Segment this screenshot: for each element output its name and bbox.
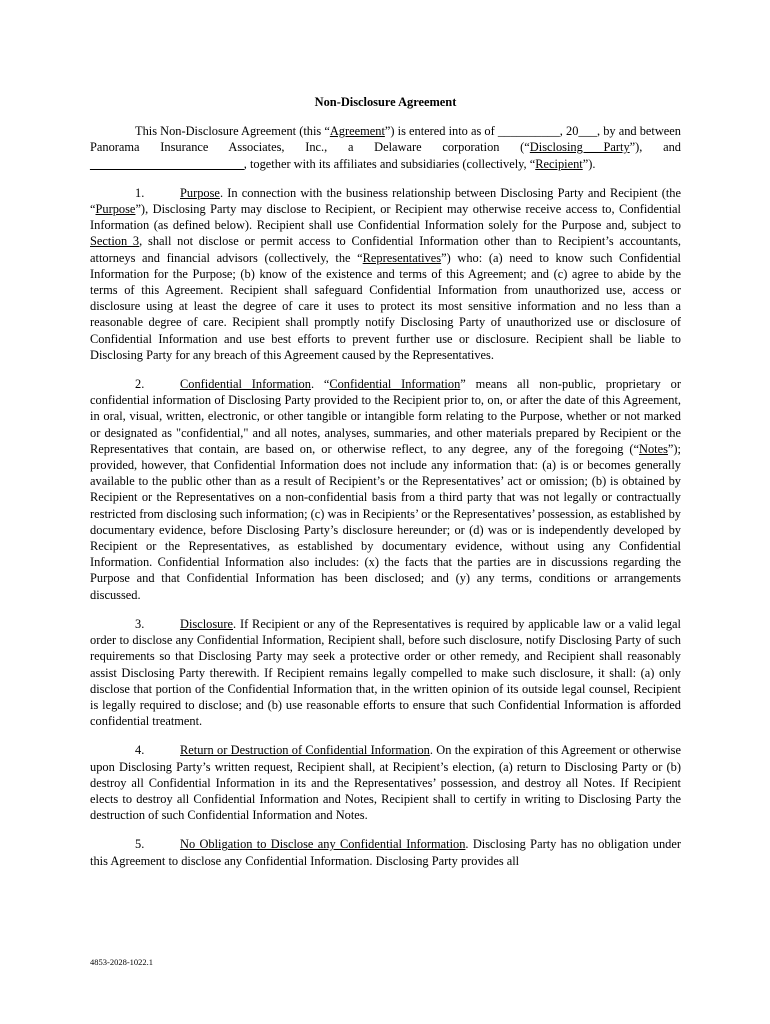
section-text: ” means all non-public, proprietary or confidential information of Disclosing Party provided to the Recipient prior to, on, or after the date of this Agreement, in oral, visual, written, electronic, or other tangible or intangible form relating to the Purpose, whether or not marked or designated as "confidential," and all notes, analyses, summaries, and other materials prepared by Recipient or the Representatives that contain, are based on, or otherwise reflect, to any degree, any of the foregoing (“ — [90, 377, 681, 456]
intro-text-1: This Non-Disclosure Agreement (this “ — [135, 124, 330, 139]
section-text: ”); provided, however, that Confidential Information does not include any information that: (a) is or becomes generally available to the public other than as a result of Recipient’s or the Representatives’ act or omission; (b) is obtained by Recipient or the Representatives on a non-confidential basis from a third party that was not legally or contractually restricted from disclosing such information; (c) was in Recipients’ or the Representatives’ possession, as established by documentary evidence, before Disclosing Party’s disclosure hereunder; or (d) was or is independently developed by Recipient or the Representatives, as established by documentary evidence, without using any Confidential Information. Confidential Information also includes: (x) the facts that the parties are in discussions regarding the Purpose and that Confidential Information has been disclosed; and (y) any terms, conditions or arrangements discussed. — [90, 441, 681, 602]
defined-term-confidential-information: Confidential Information — [329, 377, 461, 392]
recipient-name-blank: ___________________________ — [90, 156, 244, 171]
section-number: 2. — [135, 377, 145, 392]
defined-term-agreement: Agreement — [329, 124, 385, 139]
section-number: 3. — [135, 616, 145, 631]
defined-term-purpose: Purpose — [95, 202, 136, 217]
section-4-return-or-destruction — [90, 742, 681, 823]
section-number: 5. — [135, 837, 145, 852]
section-text: ”) who: (a) need to know such Confidential Information for the Purpose; (b) know of the existence and terms of this Agreement; and (c) agree to abide by the terms of this Agreement. Recipient shall safeguard Confidential Information from unauthorized use, access or disclosure using at least the degree of care it uses to protect its most sensitive information and no less than a reasonable degree of care. Recipient shall promptly notify Disclosing Party of unauthorized use or disclosure of Confidential Information and use best efforts to prevent further use or disclosure. Recipient shall be liable to Disclosing Party for any breach of this Agreement caused by the Representatives. — [90, 250, 682, 362]
section-text: . In connection with the business relationship between Disclosing Party and Recipient (the “ — [90, 185, 681, 217]
section-text: . If Recipient or any of the Representatives is required by applicable law or a valid legal order to disclose any Confidential Information, Recipient shall, before such disclosure, notify Disclosing Party of such requirements so that Disclosing Party may seek a protective order or other remedy, and Recipient shall reasonably assist Disclosing Party therewith. If Recipient remains legally compelled to make such disclosure, it shall: (a) only disclose that portion of the Confidential Information that, in the written opinion of its outside legal counsel, Recipient is legally required to disclose; and (b) use reasonable efforts to ensure that such Confidential Information is afforded confidential treatment. — [90, 616, 681, 729]
section-reference: Section 3 — [90, 234, 140, 249]
defined-term-disclosing-party: Disclosing Party — [529, 140, 630, 155]
section-text: . Disclosing Party has no obligation under this Agreement to disclose any Confidential Information. Disclosing Party provides all — [90, 837, 681, 868]
document-title: Non-Disclosure Agreement — [314, 95, 457, 109]
section-5-no-obligation — [90, 836, 681, 868]
defined-term-representatives: Representatives — [362, 250, 442, 265]
section-number: 4. — [135, 743, 145, 758]
section-heading: Confidential Information — [180, 377, 311, 392]
defined-term-recipient: Recipient — [535, 156, 583, 171]
section-heading: No Obligation to Disclose any Confidential Information — [180, 837, 466, 852]
defined-term-notes: Notes — [639, 441, 668, 456]
section-2-confidential-information — [90, 376, 681, 603]
section-text: , shall not disclose or permit access to Confidential Information other than to Recipient’s accountants, attorneys and financial advisors (collectively, the “ — [90, 234, 681, 265]
section-3-disclosure — [90, 616, 681, 729]
intro-paragraph — [90, 123, 681, 172]
intro-text-4: , together with its affiliates and subsidiaries (collectively, “ — [243, 156, 536, 171]
intro-text-5: ”). — [582, 156, 596, 171]
section-number: 1. — [135, 185, 145, 200]
intro-text-3: ”), and — [629, 140, 681, 155]
section-text: ”), Disclosing Party may disclose to Recipient, or Recipient may otherwise receive access to, Confidential Information (as defined below). Recipient shall use Confidential Information solely for the Purpose and, subject to — [90, 202, 681, 233]
document-footer-id: 4853-2028-1022.1 — [90, 957, 154, 967]
section-text: . On the expiration of this Agreement or otherwise upon Disclosing Party’s written request, Recipient shall, at Recipient’s election, (a) return to Disclosing Party or (b) destroy all Confidential Information in its and the Representatives’ possession, and destroy all Notes. If Recipient elects to destroy all Confidential Information and Notes, Recipient shall to certify in writing to Disclosing Party the destruction of such Confidential Information and Notes. — [90, 743, 681, 823]
intro-text-2: ”) is entered into as of __________, 20___, by and between Panorama Insurance Associates, Inc., a Delaware corporation (“ — [90, 124, 681, 155]
section-heading: Disclosure — [180, 616, 233, 631]
section-1-purpose — [90, 185, 681, 363]
section-heading: Return or Destruction of Confidential Information — [180, 743, 430, 758]
section-text: . “ — [310, 377, 330, 392]
section-heading: Purpose — [180, 185, 220, 200]
